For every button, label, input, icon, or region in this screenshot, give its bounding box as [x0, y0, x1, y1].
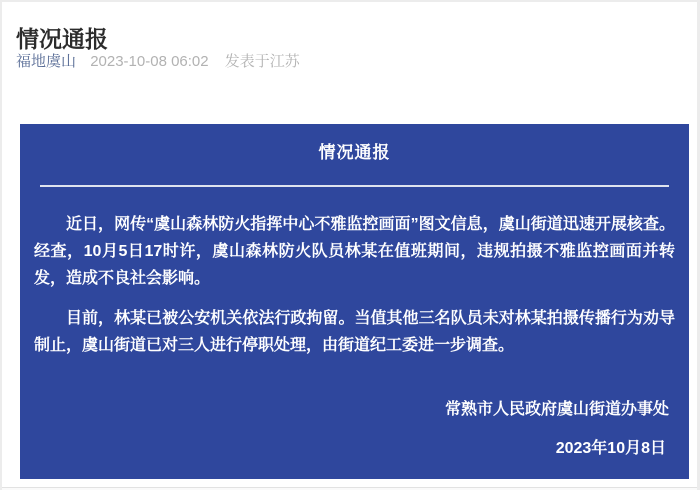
notice-body	[34, 211, 675, 359]
article-byline	[16, 52, 300, 72]
article-title: 情况通报	[16, 26, 108, 53]
notice-signature: 常熟市人民政府虞山街道办事处	[444, 401, 669, 418]
notice-title: 情况通报	[318, 143, 391, 162]
account-name-link[interactable]: 福地虞山	[16, 53, 77, 70]
publish-location: 发表于江苏	[224, 53, 300, 70]
notice-paragraph: 近日，网传“虞山森林防火指挥中心不雅监控画面”图文信息，虞山街道迅速开展核查。经查，10月5日17时许，虞山森林防火队员林某在值班期间，违规拍摄不雅监控画面并转发，造成不良社会影响。	[34, 216, 675, 287]
notice-date: 2023年10月8日	[555, 440, 666, 457]
publish-timestamp: 2023-10-08 06:02	[90, 53, 209, 70]
notice-paragraph: 目前，林某已被公安机关依法行政拘留。当值其他三名队员未对林某拍摄传播行为劝导制止，虞山街道已对三人进行停职处理，由街道纪工委进一步调查。	[34, 310, 675, 354]
notice-divider	[40, 185, 669, 187]
notice-image[interactable]	[20, 124, 689, 479]
